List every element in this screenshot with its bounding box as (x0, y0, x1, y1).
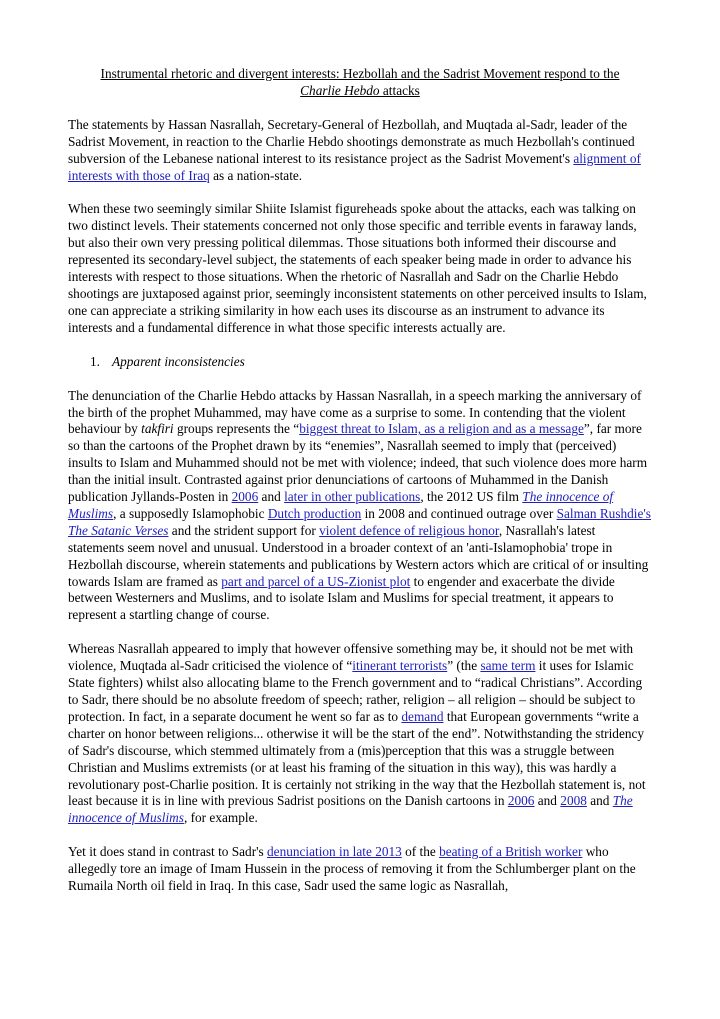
link-itinerant-terrorists[interactable]: itinerant terrorists (352, 658, 448, 674)
title-italic: Charlie Hebdo (300, 82, 380, 98)
text: ”, far more so than the cartoons of the Prophet drawn by its “enemies”, Nasrallah seemed to imply that (perceived) insults to Islam and Muhammed should not be met with violence; indeed, that such violence does more harm than the initial insult. Contrasted against prior denunciations of cartoons of Muhammed in the Danish publication Jyllands-Posten in (68, 421, 648, 505)
title-text-end: attacks (379, 82, 420, 98)
text: that European governments “write a charter on honor between religions... otherwise it will be the start of the end”. Notwithstanding the stridency of Sadr's discourse, which stemmed ultimately from a (mis)perception that this was a struggle between Christian and Muslims extremists (or at least his framing of the situation in this way), this was hardly a revolutionary post-Charlie position. It is certainly not striking in the way that the Hezbollah statement is, not least because it is in line with previous Sadrist positions on the Danish cartoons in (68, 708, 646, 809)
text: and (258, 489, 285, 505)
document-page (68, 66, 652, 912)
text: , for example. (183, 810, 258, 826)
link-us-zionist-plot[interactable]: part and parcel of a US-Zionist plot (221, 573, 411, 589)
text: ” (the (447, 658, 481, 674)
paragraph-sadr (68, 641, 652, 827)
text: , the 2012 US film (420, 489, 523, 505)
text: The statements by Hassan Nasrallah, Secretary-General of Hezbollah, and Muqtada al-Sadr, leader of the Sadrist Movement, in reaction to the Charlie Hebdo shootings demonstrate as much Hezbollah's continued subversion of the Lebanese national interest to its resistance project as the Sadrist Movement's (68, 116, 635, 166)
link-2006[interactable]: 2006 (231, 489, 259, 505)
document-title (68, 66, 652, 100)
italic-term: takfiri (141, 421, 174, 437)
text: it uses for Islamic State fighters) whilst also allocating blame to the French government and to “radical Christians”. According to Sadr, there should be no absolute freedom of speech; rather, religion – all religion – should be subject to protection. In fact, in a separate document he went so far as to (68, 658, 643, 724)
text: and (586, 793, 613, 809)
text: , a supposedly Islamophobic (113, 505, 268, 521)
text: who allegedly tore an image of Imam Hussein in the process of removing it from the Schlumberger plant on the Rumaila North oil field in Iraq. In this case, Sadr used the same logic as Nasrallah, (68, 844, 636, 894)
text: and (534, 793, 561, 809)
text: The denunciation of the Charlie Hebdo attacks by Hassan Nasrallah, in a speech marking the anniversary of the birth of the prophet Muhammed, may have come as a surprise to some. In contending that the violent behaviour by (68, 387, 642, 437)
link-violent-defence[interactable]: violent defence of religious honor (319, 522, 499, 538)
paragraph-contrast (68, 844, 652, 895)
link-2008-sadr[interactable]: 2008 (560, 793, 587, 809)
text: of the (401, 844, 440, 860)
title-text: Instrumental rhetoric and divergent interests: Hezbollah and the Sadrist Movement respond to the (100, 66, 620, 81)
link-innocence-of-muslims[interactable]: The innocence of Muslims (68, 489, 614, 521)
link-alignment-of-interests[interactable]: alignment of interests with those of Iraq (68, 150, 641, 183)
section-number: 1. (90, 353, 100, 369)
text: When these two seemingly similar Shiite Islamist figureheads spoke about the attacks, each was talking on two distinct levels. Their statements concerned not only those specific and terrible events in faraway lands, but also their own very pressing political dilemmas. Those situations both informed their discourse and represented its secondary-level subject, the statements of each speaker being made in order to advance his interests with respect to those situations. When the rhetoric of Nasrallah and Sadr on the Charlie Hebdo shootings are juxtaposed against prior, seemingly inconsistent statements on other perceived insults to Islam, one can appreciate a striking similarity in how each uses its discourse as an instrument to advance its interests and a fundamental difference in what those specific interests actually are. (68, 201, 647, 335)
text: as a nation-state. (209, 167, 303, 183)
paragraph-two-levels (68, 201, 652, 336)
text: Whereas Nasrallah appeared to imply that however offensive something may be, it should not be met with violence, Muqtada al-Sadr criticised the violence of “ (68, 641, 634, 674)
paragraph-nasrallah (68, 388, 652, 625)
link-later-publications[interactable]: later in other publications (284, 489, 421, 505)
paragraph-intro (68, 117, 652, 185)
link-same-term[interactable]: same term (480, 658, 536, 674)
text: and the strident support for (168, 522, 320, 538)
link-innocence-of-muslims-sadr[interactable]: The innocence of Muslims (68, 793, 633, 826)
link-text[interactable]: Salman Rushdie's (556, 505, 651, 521)
link-biggest-threat[interactable]: biggest threat to Islam, as a religion and as a message (299, 421, 584, 437)
text: Yet it does stand in contrast to Sadr's (68, 844, 268, 860)
section-heading (68, 354, 652, 371)
link-2006-sadr[interactable]: 2006 (507, 793, 535, 809)
text: in 2008 and continued outrage over (361, 505, 557, 521)
link-demand[interactable]: demand (401, 708, 444, 724)
text: groups represents the “ (173, 421, 300, 437)
text: , Nasrallah's latest statements seem novel and unusual. Understood in a broader context of an 'anti-Islamophobia' trope in Hezbollah discourse, wherein statements and publications by Western actors which are critical of or insulting towards Islam are framed as (68, 522, 649, 589)
link-text-italic[interactable]: The Satanic Verses (68, 522, 169, 538)
text: to engender and exacerbate the divide between Westerners and Muslims, and to isolate Islam and Muslims for special treatment, it appears to represent a startling change of course. (68, 573, 615, 623)
link-dutch-production[interactable]: Dutch production (267, 505, 362, 521)
link-denunciation-2013[interactable]: denunciation in late 2013 (267, 844, 402, 860)
link-british-worker[interactable]: beating of a British worker (439, 844, 583, 860)
section-title: Apparent inconsistencies (112, 353, 245, 369)
